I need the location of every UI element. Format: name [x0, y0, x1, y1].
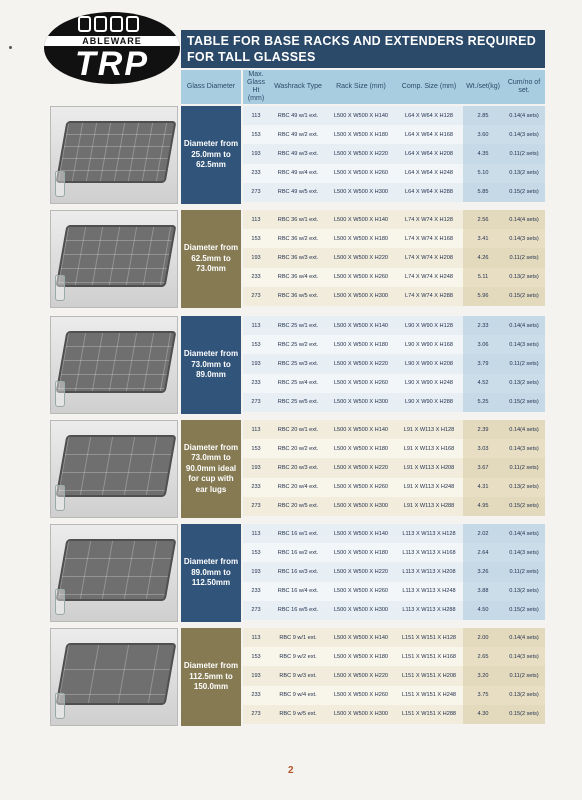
cell-rack: L500 X W500 X H260 — [333, 588, 389, 595]
cell-type: RBC 16 w/4 ext. — [277, 588, 319, 595]
table-row — [243, 335, 545, 354]
cell-cum: 0.14(3 sets) — [503, 229, 545, 248]
cell-rack: L500 X W500 X H260 — [333, 484, 389, 491]
cell-rack: L500 X W500 X H180 — [333, 341, 389, 348]
table-row — [243, 686, 545, 705]
cell-type: RBC 49 w/3 ext. — [277, 150, 319, 157]
cell-cum: 0.11(2 sets) — [503, 144, 545, 163]
cell-comp: L64 X W64 X H248 — [405, 170, 453, 177]
cell-ht: 113 — [251, 112, 261, 119]
table-row — [243, 144, 545, 163]
rack-photo — [50, 420, 178, 518]
cell-rack: L500 X W500 X H180 — [333, 445, 389, 452]
table-row — [243, 248, 545, 267]
rack-illustration — [56, 435, 177, 497]
table-row — [243, 497, 545, 516]
cell-cum: 0.11(2 sets) — [503, 248, 545, 267]
cell-comp: L151 X W151 X H288 — [401, 711, 457, 718]
table-row — [243, 106, 545, 125]
cell-wt: 2.39 — [463, 420, 503, 439]
cell-comp: L91 X W113 X H248 — [403, 484, 455, 491]
cell-cum: 0.14(4 sets) — [503, 420, 545, 439]
cell-wt: 3.41 — [463, 229, 503, 248]
cell-wt: 2.00 — [463, 628, 503, 647]
logo-plate-icon — [78, 16, 91, 32]
diameter-cell: Diameter from 25.0mm to 62.5mm — [181, 106, 241, 204]
rack-illustration — [56, 539, 177, 601]
table-row — [243, 543, 545, 562]
rack-illustration — [56, 643, 177, 705]
cell-rack: L500 X W500 X H220 — [333, 672, 389, 679]
cell-wt: 4.95 — [463, 497, 503, 516]
cell-comp: L91 X W113 X H168 — [403, 445, 455, 452]
cell-rack: L500 X W500 X H260 — [333, 274, 389, 281]
logo-icons — [78, 16, 139, 32]
cell-wt: 3.75 — [463, 686, 503, 705]
cell-ht: 113 — [251, 426, 261, 433]
cell-ht: 153 — [251, 653, 261, 660]
cell-rack: L500 X W500 X H180 — [333, 549, 389, 556]
cell-type: RBC 9 w/2 ext. — [279, 653, 317, 660]
cell-cum: 0.13(2 sets) — [503, 374, 545, 393]
glass-icon — [55, 589, 65, 615]
header-cum: Cum/no of set. — [503, 70, 545, 104]
cell-ht: 233 — [251, 274, 261, 281]
table-row — [243, 183, 545, 202]
cell-type: RBC 9 w/1 ext. — [279, 634, 317, 641]
cell-type: RBC 36 w/2 ext. — [277, 235, 319, 242]
rack-photo — [50, 106, 178, 204]
page-title: TABLE FOR BASE RACKS AND EXTENDERS REQUIRED FOR TALL GLASSES — [181, 30, 545, 68]
cell-cum: 0.11(2 sets) — [503, 562, 545, 581]
cell-wt: 5.10 — [463, 164, 503, 183]
cell-comp: L91 X W113 X H288 — [403, 503, 455, 510]
cell-cum: 0.14(4 sets) — [503, 210, 545, 229]
logo-wordmark: ABLEWARE — [82, 36, 142, 46]
cell-cum: 0.15(2 sets) — [503, 183, 545, 202]
cell-comp: L74 X W74 X H128 — [405, 216, 453, 223]
cell-ht: 113 — [251, 530, 261, 537]
cell-rack: L500 X W500 X H300 — [333, 607, 389, 614]
cell-wt: 4.35 — [463, 144, 503, 163]
cell-type: RBC 20 w/5 ext. — [277, 503, 319, 510]
cell-ht: 113 — [251, 634, 261, 641]
diameter-cell: Diameter from 73.0mm to 89.0mm — [181, 316, 241, 414]
cell-wt: 4.50 — [463, 601, 503, 620]
cell-cum: 0.15(2 sets) — [503, 705, 545, 724]
cell-wt: 2.64 — [463, 543, 503, 562]
table-row — [243, 393, 545, 412]
margin-dot — [9, 46, 12, 49]
cell-wt: 3.60 — [463, 125, 503, 144]
table-row — [243, 439, 545, 458]
cell-cum: 0.14(4 sets) — [503, 524, 545, 543]
spec-rows — [243, 316, 545, 412]
table-row — [243, 458, 545, 477]
cell-comp: L113 X W113 X H208 — [402, 568, 456, 575]
cell-type: RBC 36 w/3 ext. — [277, 254, 319, 261]
cell-rack: L500 X W500 X H140 — [333, 530, 389, 537]
cell-rack: L500 X W500 X H300 — [333, 503, 389, 510]
cell-ht: 273 — [251, 607, 261, 614]
cell-wt: 3.26 — [463, 562, 503, 581]
cell-rack: L500 X W500 X H300 — [333, 293, 389, 300]
cell-type: RBC 25 w/2 ext. — [277, 341, 319, 348]
cell-wt: 5.96 — [463, 287, 503, 306]
cell-cum: 0.15(2 sets) — [503, 393, 545, 412]
header-comp-size: Comp. Size (mm) — [395, 70, 463, 104]
cell-cum: 0.14(3 sets) — [503, 647, 545, 666]
cell-comp: L74 X W74 X H168 — [405, 235, 453, 242]
logo-rack-icon — [126, 16, 139, 32]
cell-type: RBC 16 w/5 ext. — [277, 607, 319, 614]
cell-ht: 233 — [251, 588, 261, 595]
cell-cum: 0.13(2 sets) — [503, 478, 545, 497]
rack-illustration — [56, 225, 177, 287]
glass-icon — [55, 693, 65, 719]
cell-ht: 193 — [251, 150, 261, 157]
spec-rows — [243, 524, 545, 620]
cell-wt: 2.33 — [463, 316, 503, 335]
table-row — [243, 229, 545, 248]
rack-photo — [50, 524, 178, 622]
table-row — [243, 164, 545, 183]
cell-wt: 5.25 — [463, 393, 503, 412]
table-row — [243, 666, 545, 685]
cell-cum: 0.13(2 sets) — [503, 582, 545, 601]
cell-comp: L91 X W113 X H128 — [403, 426, 455, 433]
cell-comp: L113 X W113 X H248 — [402, 588, 456, 595]
spec-rows — [243, 628, 545, 724]
cell-comp: L90 X W90 X H168 — [405, 341, 453, 348]
cell-wt: 3.03 — [463, 439, 503, 458]
cell-comp: L113 X W113 X H288 — [402, 607, 456, 614]
glass-icon — [55, 171, 65, 197]
page-number: 2 — [288, 765, 294, 776]
logo-glass-icon — [110, 16, 123, 32]
cell-type: RBC 20 w/3 ext. — [277, 464, 319, 471]
cell-rack: L500 X W500 X H260 — [333, 380, 389, 387]
cell-ht: 273 — [251, 503, 261, 510]
cell-wt: 3.06 — [463, 335, 503, 354]
cell-rack: L500 X W500 X H260 — [333, 170, 389, 177]
cell-ht: 153 — [251, 235, 261, 242]
cell-type: RBC 16 w/3 ext. — [277, 568, 319, 575]
cell-wt: 3.20 — [463, 666, 503, 685]
cell-cum: 0.14(3 sets) — [503, 335, 545, 354]
cell-cum: 0.14(3 sets) — [503, 439, 545, 458]
cell-comp: L90 X W90 X H208 — [405, 360, 453, 367]
cell-type: RBC 20 w/4 ext. — [277, 484, 319, 491]
cell-comp: L90 X W90 X H288 — [405, 399, 453, 406]
cell-wt: 4.30 — [463, 705, 503, 724]
rack-illustration — [56, 121, 177, 183]
table-row — [243, 316, 545, 335]
cell-type: RBC 49 w/4 ext. — [277, 170, 319, 177]
cell-type: RBC 25 w/4 ext. — [277, 380, 319, 387]
glass-icon — [55, 485, 65, 511]
cell-ht: 113 — [251, 216, 261, 223]
cell-wt: 2.85 — [463, 106, 503, 125]
cell-comp: L91 X W113 X H208 — [403, 464, 455, 471]
cell-ht: 233 — [251, 484, 261, 491]
table-row — [243, 354, 545, 373]
header-glass-diameter: Glass Diameter — [181, 70, 241, 104]
logo-cup-icon — [94, 16, 107, 32]
cell-wt: 4.52 — [463, 374, 503, 393]
cell-wt: 4.31 — [463, 478, 503, 497]
cell-wt: 4.26 — [463, 248, 503, 267]
cell-type: RBC 16 w/2 ext. — [277, 549, 319, 556]
brand-logo — [44, 12, 180, 84]
cell-rack: L500 X W500 X H140 — [333, 322, 389, 329]
rack-illustration — [56, 331, 177, 393]
cell-ht: 193 — [251, 568, 261, 575]
table-row — [243, 374, 545, 393]
table-row — [243, 210, 545, 229]
cell-type: RBC 25 w/3 ext. — [277, 360, 319, 367]
cell-cum: 0.14(3 sets) — [503, 543, 545, 562]
cell-rack: L500 X W500 X H180 — [333, 131, 389, 138]
cell-cum: 0.13(2 sets) — [503, 686, 545, 705]
cell-comp: L64 X W64 X H208 — [405, 150, 453, 157]
cell-ht: 153 — [251, 341, 261, 348]
cell-wt: 2.65 — [463, 647, 503, 666]
cell-rack: L500 X W500 X H220 — [333, 464, 389, 471]
cell-type: RBC 20 w/2 ext. — [277, 445, 319, 452]
cell-ht: 273 — [251, 711, 261, 718]
cell-cum: 0.11(2 sets) — [503, 458, 545, 477]
cell-ht: 273 — [251, 189, 261, 196]
cell-comp: L74 X W74 X H248 — [405, 274, 453, 281]
table-row — [243, 601, 545, 620]
cell-comp: L90 X W90 X H248 — [405, 380, 453, 387]
cell-type: RBC 9 w/5 ext. — [279, 711, 317, 718]
cell-ht: 153 — [251, 549, 261, 556]
cell-type: RBC 20 w/1 ext. — [277, 426, 319, 433]
table-row — [243, 562, 545, 581]
cell-cum: 0.15(2 sets) — [503, 287, 545, 306]
cell-comp: L113 X W113 X H128 — [402, 530, 456, 537]
cell-rack: L500 X W500 X H300 — [333, 711, 389, 718]
cell-comp: L151 X W151 X H208 — [401, 672, 457, 679]
cell-wt: 2.02 — [463, 524, 503, 543]
cell-cum: 0.11(2 sets) — [503, 666, 545, 685]
cell-wt: 3.67 — [463, 458, 503, 477]
header-max-glass-ht: Max. Glass Ht (mm) — [243, 70, 269, 104]
table-row — [243, 647, 545, 666]
spec-rows — [243, 106, 545, 202]
cell-rack: L500 X W500 X H140 — [333, 634, 389, 641]
cell-cum: 0.11(2 sets) — [503, 354, 545, 373]
rack-photo — [50, 210, 178, 308]
table-row — [243, 628, 545, 647]
cell-rack: L500 X W500 X H140 — [333, 112, 389, 119]
cell-ht: 153 — [251, 445, 261, 452]
diameter-cell: Diameter from 62.5mm to 73.0mm — [181, 210, 241, 308]
header-rack-size: Rack Size (mm) — [327, 70, 395, 104]
cell-ht: 193 — [251, 360, 261, 367]
cell-rack: L500 X W500 X H300 — [333, 399, 389, 406]
table-row — [243, 524, 545, 543]
cell-cum: 0.14(3 sets) — [503, 125, 545, 144]
cell-comp: L90 X W90 X H128 — [405, 322, 453, 329]
cell-ht: 233 — [251, 692, 261, 699]
cell-type: RBC 9 w/3 ext. — [279, 672, 317, 679]
cell-type: RBC 36 w/1 ext. — [277, 216, 319, 223]
spec-rows — [243, 210, 545, 306]
diameter-cell: Diameter from 73.0mm to 90.0mm ideal for cup with ear lugs — [181, 420, 241, 518]
cell-ht: 233 — [251, 170, 261, 177]
cell-type: RBC 36 w/4 ext. — [277, 274, 319, 281]
cell-comp: L74 X W74 X H288 — [405, 293, 453, 300]
cell-type: RBC 49 w/2 ext. — [277, 131, 319, 138]
cell-cum: 0.15(2 sets) — [503, 497, 545, 516]
cell-wt: 5.11 — [463, 268, 503, 287]
table-row — [243, 420, 545, 439]
diameter-cell: Diameter from 112.5mm to 150.0mm — [181, 628, 241, 726]
cell-rack: L500 X W500 X H220 — [333, 254, 389, 261]
cell-wt: 3.88 — [463, 582, 503, 601]
cell-comp: L151 X W151 X H248 — [401, 692, 457, 699]
cell-ht: 233 — [251, 380, 261, 387]
cell-ht: 193 — [251, 254, 261, 261]
rack-photo — [50, 316, 178, 414]
cell-cum: 0.13(2 sets) — [503, 268, 545, 287]
cell-cum: 0.14(4 sets) — [503, 316, 545, 335]
cell-ht: 153 — [251, 131, 261, 138]
table-row — [243, 705, 545, 724]
cell-wt: 3.79 — [463, 354, 503, 373]
cell-cum: 0.14(4 sets) — [503, 628, 545, 647]
cell-rack: L500 X W500 X H140 — [333, 216, 389, 223]
cell-ht: 113 — [251, 322, 261, 329]
cell-ht: 273 — [251, 399, 261, 406]
cell-comp: L64 X W64 X H168 — [405, 131, 453, 138]
cell-comp: L151 X W151 X H128 — [401, 634, 457, 641]
rack-photo — [50, 628, 178, 726]
cell-wt: 2.56 — [463, 210, 503, 229]
logo-main-text: TRP — [75, 45, 149, 83]
cell-rack: L500 X W500 X H180 — [333, 653, 389, 660]
cell-rack: L500 X W500 X H220 — [333, 360, 389, 367]
cell-type: RBC 49 w/1 ext. — [277, 112, 319, 119]
cell-comp: L151 X W151 X H168 — [401, 653, 457, 660]
cell-cum: 0.14(4 sets) — [503, 106, 545, 125]
cell-type: RBC 16 w/1 ext. — [277, 530, 319, 537]
cell-wt: 5.85 — [463, 183, 503, 202]
cell-ht: 273 — [251, 293, 261, 300]
cell-type: RBC 49 w/5 ext. — [277, 189, 319, 196]
cell-comp: L74 X W74 X H208 — [405, 254, 453, 261]
cell-comp: L64 X W64 X H128 — [405, 112, 453, 119]
cell-type: RBC 9 w/4 ext. — [279, 692, 317, 699]
cell-rack: L500 X W500 X H260 — [333, 692, 389, 699]
glass-icon — [55, 275, 65, 301]
cell-type: RBC 25 w/1 ext. — [277, 322, 319, 329]
cell-rack: L500 X W500 X H140 — [333, 426, 389, 433]
diameter-cell: Diameter from 89.0mm to 112.50mm — [181, 524, 241, 622]
cell-cum: 0.15(2 sets) — [503, 601, 545, 620]
cell-ht: 193 — [251, 672, 261, 679]
cell-ht: 193 — [251, 464, 261, 471]
table-row — [243, 125, 545, 144]
cell-rack: L500 X W500 X H180 — [333, 235, 389, 242]
table-row — [243, 287, 545, 306]
cell-rack: L500 X W500 X H300 — [333, 189, 389, 196]
table-row — [243, 268, 545, 287]
table-row — [243, 582, 545, 601]
cell-rack: L500 X W500 X H220 — [333, 150, 389, 157]
cell-rack: L500 X W500 X H220 — [333, 568, 389, 575]
cell-comp: L113 X W113 X H168 — [402, 549, 456, 556]
glass-icon — [55, 381, 65, 407]
cell-cum: 0.13(2 sets) — [503, 164, 545, 183]
header-washrack-type: Washrack Type — [269, 70, 327, 104]
cell-comp: L64 X W64 X H288 — [405, 189, 453, 196]
spec-rows — [243, 420, 545, 516]
header-weight: Wt./set(kg) — [463, 70, 503, 104]
table-row — [243, 478, 545, 497]
cell-type: RBC 36 w/5 ext. — [277, 293, 319, 300]
cell-type: RBC 25 w/5 ext. — [277, 399, 319, 406]
